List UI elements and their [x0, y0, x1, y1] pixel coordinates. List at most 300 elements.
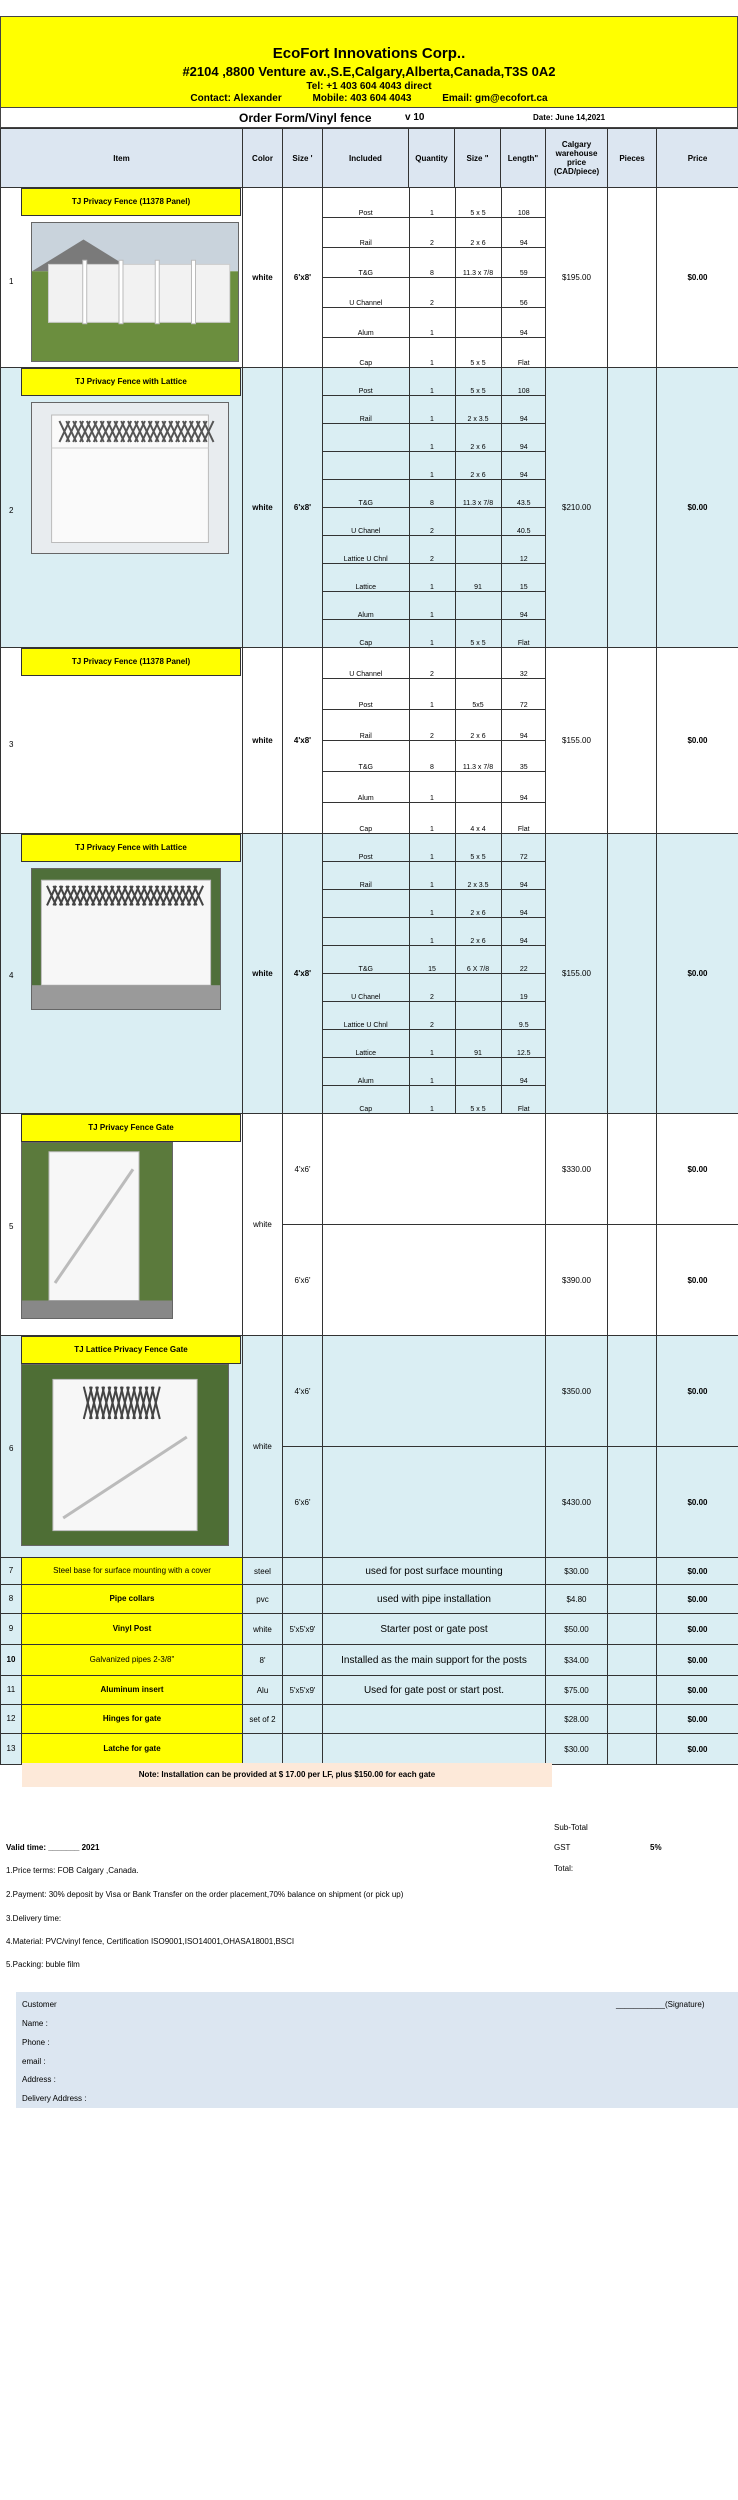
part-size: 4 x 4 [455, 803, 501, 834]
part-qty: 2 [409, 278, 455, 308]
part-size: 2 x 6 [455, 452, 501, 480]
accessory-color: 8' [243, 1645, 283, 1676]
part-length: 94 [501, 772, 546, 803]
part-size: 11.3 x 7/8 [455, 480, 501, 508]
part-name: Lattice U Chnl [323, 536, 409, 564]
part-row [323, 1030, 546, 1058]
part-size [455, 308, 501, 338]
part-qty: 8 [409, 480, 455, 508]
gate-title: TJ Privacy Fence Gate [21, 1114, 241, 1142]
product-item-cell [1, 648, 243, 834]
line-price: $0.00 [657, 368, 738, 648]
part-qty: 1 [409, 338, 455, 368]
gate-included [323, 1447, 546, 1558]
order-table [0, 128, 738, 1765]
email-field[interactable]: email : [22, 2057, 46, 2066]
accessory-description [323, 1734, 546, 1765]
col-length: Length" [501, 129, 546, 188]
accessory-color: set of 2 [243, 1705, 283, 1734]
row-number: 3 [9, 740, 14, 749]
col-size: Size ' [283, 129, 323, 188]
part-qty: 2 [409, 508, 455, 536]
part-length: 12.5 [501, 1030, 546, 1058]
part-qty: 1 [409, 368, 455, 396]
name-field[interactable]: Name : [22, 2019, 48, 2028]
product-item-cell [1, 368, 243, 648]
unit-price: $75.00 [546, 1676, 608, 1705]
pieces-input[interactable] [608, 1645, 657, 1676]
part-size: 11.3 x 7/8 [455, 741, 501, 772]
part-name [323, 918, 409, 946]
part-size [455, 974, 501, 1002]
part-row [323, 508, 546, 536]
part-qty: 1 [409, 452, 455, 480]
accessory-size [283, 1585, 323, 1614]
signature-line[interactable]: ___________(Signature) [616, 2000, 705, 2009]
term-2: 2.Payment: 30% deposit by Visa or Bank Transfer on the order placement,70% balance on shipment (or pick up) [6, 1890, 404, 1899]
total-label: Total: [554, 1864, 574, 1873]
part-length: 94 [501, 918, 546, 946]
part-row [323, 974, 546, 1002]
product-title: TJ Privacy Fence with Lattice [21, 368, 241, 396]
col-pieces: Pieces [608, 129, 657, 188]
part-row [323, 772, 546, 803]
accessory-item-cell [1, 1734, 243, 1765]
phone-field[interactable]: Phone : [22, 2038, 50, 2047]
part-row [323, 248, 546, 278]
gate-size: 6'x6' [283, 1225, 323, 1336]
part-name: Rail [323, 710, 409, 741]
part-length: 94 [501, 396, 546, 424]
part-row [323, 890, 546, 918]
part-name: Rail [323, 218, 409, 248]
unit-price: $30.00 [546, 1558, 608, 1585]
unit-price: $50.00 [546, 1614, 608, 1645]
part-qty: 1 [409, 679, 455, 710]
part-qty: 1 [409, 772, 455, 803]
part-qty: 2 [409, 974, 455, 1002]
part-size: 2 x 6 [455, 918, 501, 946]
part-size [455, 1002, 501, 1030]
accessory-description: used for post surface mounting [323, 1558, 546, 1585]
part-row [323, 1002, 546, 1030]
part-name: Cap [323, 803, 409, 834]
row-number: 9 [1, 1614, 22, 1644]
row-number: 7 [1, 1558, 22, 1584]
product-row [1, 188, 738, 368]
product-title: TJ Privacy Fence (11378 Panel) [21, 188, 241, 216]
gate-size: 4'x6' [283, 1336, 323, 1447]
part-length: 40.5 [501, 508, 546, 536]
accessory-item-cell [1, 1558, 243, 1585]
unit-price: $210.00 [546, 368, 608, 648]
part-size: 5 x 5 [455, 338, 501, 368]
contact-mobile: Mobile: 403 604 4043 [312, 93, 412, 104]
unit-price: $330.00 [546, 1114, 608, 1225]
part-size [455, 772, 501, 803]
part-row [323, 424, 546, 452]
gate-row [1, 1114, 738, 1225]
part-name: Lattice [323, 1030, 409, 1058]
accessory-color: pvc [243, 1585, 283, 1614]
unit-price: $350.00 [546, 1336, 608, 1447]
part-name: Lattice [323, 564, 409, 592]
accessory-row [1, 1676, 738, 1705]
product-row [1, 834, 738, 1114]
included-parts [323, 648, 546, 834]
part-name: T&G [323, 946, 409, 974]
part-qty: 1 [409, 803, 455, 834]
row-number: 8 [1, 1585, 22, 1613]
part-row [323, 368, 546, 396]
order-date: Date: June 14,2021 [533, 113, 606, 122]
part-name: Cap [323, 1086, 409, 1114]
part-length: 35 [501, 741, 546, 772]
company-address: #2104 ,8800 Venture av.,S.E,Calgary,Alberta,Canada,T3S 0A2 [182, 64, 556, 79]
part-size: 2 x 6 [455, 218, 501, 248]
accessory-row [1, 1558, 738, 1585]
row-number: 5 [9, 1222, 14, 1231]
accessory-description: Used for gate post or start post. [323, 1676, 546, 1705]
row-number: 12 [1, 1705, 22, 1733]
customer-block [16, 1992, 738, 2108]
pieces-input[interactable] [608, 834, 657, 1114]
part-row [323, 218, 546, 248]
pieces-input[interactable] [608, 1558, 657, 1585]
part-row [323, 710, 546, 741]
product-size: 6'x8' [283, 188, 323, 368]
line-price: $0.00 [657, 1558, 738, 1585]
row-number: 4 [9, 971, 14, 980]
part-name: Rail [323, 396, 409, 424]
product-title: TJ Privacy Fence (11378 Panel) [21, 648, 241, 676]
term-5: 5.Packing: buble film [6, 1960, 80, 1969]
unit-price: $4.80 [546, 1585, 608, 1614]
gate-photo [21, 1142, 173, 1319]
line-price: $0.00 [657, 1676, 738, 1705]
part-qty: 1 [409, 396, 455, 424]
row-number: 6 [9, 1444, 14, 1453]
unit-price: $155.00 [546, 834, 608, 1114]
product-color: white [243, 648, 283, 834]
accessory-description: used with pipe installation [323, 1585, 546, 1614]
part-length: 19 [501, 974, 546, 1002]
accessory-color [243, 1734, 283, 1765]
accessory-size: 5'x5'x9' [283, 1676, 323, 1705]
accessory-color: white [243, 1614, 283, 1645]
contact-line [1, 93, 737, 104]
installation-note: Note: Installation can be provided at $ 17.00 per LF, plus $150.00 for each gate [22, 1763, 552, 1787]
part-length: Flat [517, 826, 530, 833]
col-quantity: Quantity [409, 129, 455, 188]
part-qty: 1 [409, 1030, 455, 1058]
pieces-input[interactable] [608, 1734, 657, 1765]
accessory-name: Pipe collars [22, 1585, 242, 1613]
pieces-input[interactable] [608, 368, 657, 648]
line-price: $0.00 [657, 1645, 738, 1676]
accessory-row [1, 1645, 738, 1676]
part-length: 56 [501, 278, 546, 308]
header-row [1, 129, 738, 188]
pieces-input[interactable] [608, 1225, 657, 1336]
col-item: Item [1, 129, 243, 188]
pieces-input[interactable] [608, 1336, 657, 1447]
part-row [323, 1086, 546, 1114]
unit-price: $430.00 [546, 1447, 608, 1558]
accessory-row [1, 1705, 738, 1734]
row-number: 10 [1, 1645, 22, 1675]
part-size: 91 [455, 564, 501, 592]
part-name: Rail [323, 862, 409, 890]
gst-rate: 5% [650, 1843, 662, 1852]
pieces-input[interactable] [608, 1705, 657, 1734]
row-number: 13 [1, 1734, 22, 1764]
accessory-size [283, 1645, 323, 1676]
term-4: 4.Material: PVC/vinyl fence, Certification ISO9001,ISO14001,OHASA18001,BSCI [6, 1937, 295, 1946]
included-parts [323, 188, 546, 368]
part-row [323, 1058, 546, 1086]
gate-included [323, 1225, 546, 1336]
part-row [323, 741, 546, 772]
accessory-item-cell [1, 1614, 243, 1645]
accessory-name: Aluminum insert [22, 1676, 242, 1704]
pieces-input[interactable] [608, 648, 657, 834]
unit-price: $155.00 [546, 648, 608, 834]
part-size: 2 x 3.5 [455, 862, 501, 890]
row-number: 2 [9, 506, 14, 515]
product-item-cell [1, 188, 243, 368]
line-price: $0.00 [657, 1614, 738, 1645]
part-name: U Chanel [323, 974, 409, 1002]
pieces-input[interactable] [608, 188, 657, 368]
order-title-bar [0, 108, 738, 128]
line-price: $0.00 [657, 188, 738, 368]
pieces-input[interactable] [608, 1614, 657, 1645]
part-name: T&G [323, 741, 409, 772]
part-length: 94 [501, 1058, 546, 1086]
pieces-input[interactable] [608, 1676, 657, 1705]
product-row [1, 368, 738, 648]
pieces-input[interactable] [608, 1114, 657, 1225]
order-version: v 10 [405, 112, 425, 123]
col-color: Color [243, 129, 283, 188]
part-row [323, 679, 546, 710]
line-price: $0.00 [657, 1225, 738, 1336]
part-row [323, 308, 546, 338]
part-row [323, 918, 546, 946]
accessory-size: 5'x5'x9' [283, 1614, 323, 1645]
part-name: U Channel [323, 278, 409, 308]
accessory-color: steel [243, 1558, 283, 1585]
part-length: 94 [501, 424, 546, 452]
part-row [323, 564, 546, 592]
product-photo [31, 222, 239, 362]
part-name: U Channel [323, 648, 409, 679]
part-name: T&G [323, 480, 409, 508]
gate-item-cell [1, 1336, 243, 1558]
pieces-input[interactable] [608, 1447, 657, 1558]
part-qty: 1 [409, 188, 455, 218]
gate-title: TJ Lattice Privacy Fence Gate [21, 1336, 241, 1364]
part-name: Post [323, 679, 409, 710]
part-qty: 1 [409, 918, 455, 946]
gate-size: 6'x6' [283, 1447, 323, 1558]
gate-included [323, 1114, 546, 1225]
part-name: Post [323, 834, 409, 862]
part-length: 72 [501, 834, 546, 862]
part-row [323, 834, 546, 862]
part-size: 6 X 7/8 [455, 946, 501, 974]
included-parts [323, 834, 546, 1114]
col-size2: Size " [455, 129, 501, 188]
company-header [0, 16, 738, 108]
product-color: white [243, 188, 283, 368]
part-qty: 1 [409, 592, 455, 620]
part-qty: 8 [409, 741, 455, 772]
part-size [455, 648, 501, 679]
line-price: $0.00 [657, 648, 738, 834]
part-length: 94 [501, 710, 546, 741]
gate-included [323, 1336, 546, 1447]
product-photo [31, 402, 229, 554]
part-size [455, 592, 501, 620]
part-row [323, 452, 546, 480]
part-length: 94 [501, 308, 546, 338]
accessory-color: Alu [243, 1676, 283, 1705]
part-row [323, 188, 546, 218]
accessory-item-cell [1, 1585, 243, 1614]
part-size [455, 1058, 501, 1086]
accessory-item-cell [1, 1676, 243, 1705]
part-length: 12 [501, 536, 546, 564]
part-row [323, 803, 546, 834]
part-name [323, 424, 409, 452]
product-color: white [243, 834, 283, 1114]
gate-row [1, 1336, 738, 1447]
accessory-description [323, 1705, 546, 1734]
part-length: 22 [501, 946, 546, 974]
part-qty: 2 [409, 536, 455, 564]
col-price-wh: Calgary warehouse price (CAD/piece) [546, 129, 608, 188]
pieces-input[interactable] [608, 1585, 657, 1614]
accessory-size [283, 1734, 323, 1765]
product-size: 4'x8' [283, 648, 323, 834]
part-name: Post [323, 368, 409, 396]
unit-price: $28.00 [546, 1705, 608, 1734]
product-size: 6'x8' [283, 368, 323, 648]
part-size: 5 x 5 [455, 188, 501, 218]
gate-photo [21, 1364, 229, 1546]
part-length: 9.5 [501, 1002, 546, 1030]
part-qty: 1 [409, 308, 455, 338]
part-length: 108 [501, 368, 546, 396]
part-size: 5 x 5 [455, 834, 501, 862]
col-price: Price [657, 129, 738, 188]
product-color: white [243, 368, 283, 648]
part-qty: 1 [409, 424, 455, 452]
unit-price: $390.00 [546, 1225, 608, 1336]
part-name: Alum [323, 772, 409, 803]
part-name [323, 890, 409, 918]
address-field[interactable]: Address : [22, 2075, 56, 2084]
line-price: $0.00 [657, 1705, 738, 1734]
part-qty: 8 [409, 248, 455, 278]
contact-email: Email: gm@ecofort.ca [442, 93, 548, 104]
part-name: Cap [323, 620, 409, 648]
part-size: 11.3 x 7/8 [455, 248, 501, 278]
accessory-size [283, 1705, 323, 1734]
line-price: $0.00 [657, 834, 738, 1114]
part-name: T&G [323, 248, 409, 278]
part-row [323, 338, 546, 368]
part-row [323, 946, 546, 974]
part-length: Flat [517, 360, 530, 367]
part-size [455, 508, 501, 536]
gate-color: white [243, 1114, 283, 1336]
part-length: 94 [501, 862, 546, 890]
line-price: $0.00 [657, 1336, 738, 1447]
gate-item-cell [1, 1114, 243, 1336]
part-length: 94 [501, 218, 546, 248]
part-name: Lattice U Chnl [323, 1002, 409, 1030]
accessory-row [1, 1585, 738, 1614]
part-length: 32 [501, 648, 546, 679]
part-size: 5 x 5 [455, 368, 501, 396]
line-price: $0.00 [657, 1734, 738, 1765]
product-title: TJ Privacy Fence with Lattice [21, 834, 241, 862]
part-size [455, 278, 501, 308]
part-qty: 2 [409, 218, 455, 248]
accessory-row [1, 1614, 738, 1645]
accessory-name: Hinges for gate [22, 1705, 242, 1733]
gate-size: 4'x6' [283, 1114, 323, 1225]
part-length: 72 [501, 679, 546, 710]
term-3: 3.Delivery time: [6, 1914, 62, 1923]
col-included: Included [323, 129, 409, 188]
part-row [323, 480, 546, 508]
row-number: 11 [1, 1676, 22, 1704]
company-name: EcoFort Innovations Corp.. [272, 45, 466, 62]
gst-label: GST [554, 1843, 571, 1852]
part-length: 43.5 [501, 480, 546, 508]
part-size: 5 x 5 [455, 620, 501, 648]
part-name: Alum [323, 308, 409, 338]
part-qty: 1 [409, 834, 455, 862]
term-1: 1.Price terms: FOB Calgary ,Canada. [6, 1866, 139, 1875]
part-qty: 2 [409, 1002, 455, 1030]
part-row [323, 648, 546, 679]
part-row [323, 862, 546, 890]
product-row [1, 648, 738, 834]
part-name: Post [323, 188, 409, 218]
part-qty: 1 [409, 1086, 455, 1114]
part-size: 2 x 3.5 [455, 396, 501, 424]
part-length: 15 [501, 564, 546, 592]
part-length: Flat [517, 1106, 530, 1113]
part-size: 2 x 6 [455, 710, 501, 741]
delivery-address-field[interactable]: Delivery Address : [22, 2094, 87, 2103]
part-name: Alum [323, 592, 409, 620]
unit-price: $195.00 [546, 188, 608, 368]
part-length: 59 [501, 248, 546, 278]
part-size: 91 [455, 1030, 501, 1058]
accessory-size [283, 1558, 323, 1585]
part-name: U Chanel [323, 508, 409, 536]
unit-price: $30.00 [546, 1734, 608, 1765]
accessory-row [1, 1734, 738, 1765]
part-row [323, 396, 546, 424]
valid-time: Valid time: _______ 2021 [6, 1843, 100, 1852]
